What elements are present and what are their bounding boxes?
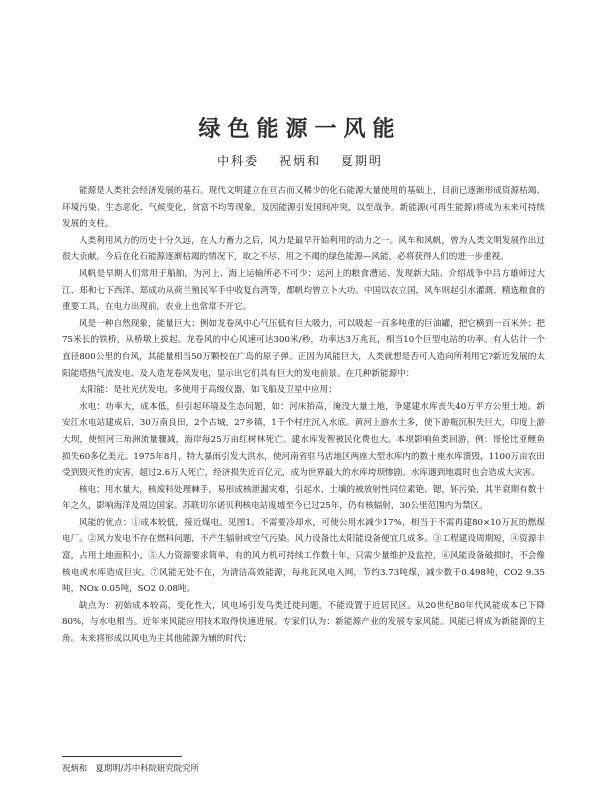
paragraph: 风是一种自然现象，能量巨大；例如龙卷风中心气压低有巨大吸力，可以吸起一百多吨重的巨油罐，把它横到一百米外；把75米长的铁桥，从桥墩上拔起。龙卷风的中心风速可达300米/秒，功率达3万兆瓦，相当10个巨型电站的功率。有人估计一个直径800公里的台风，其能量相当50万颗校在广岛的原子弹。正因为风能巨大，人类就想是否可人造向所利用它?新近发展的太阳能塔热气流发电、及人造龙卷风发电，显示出它们具有巨大的发电前景。在几种新能源中：: [62, 318, 545, 379]
author-line: [0, 152, 600, 169]
footnote-divider: [62, 756, 182, 757]
author-name: 中科委: [217, 154, 260, 168]
paragraph: 能源是人类社会经济发展的基石。现代文明建立在亘古而又稀少的化石能源大量使用的基础上，目前已逐渐形成资源枯竭、环境污染、生态恶化、气候变化，贫富不均等现象，及因能源引发国间冲突，以至战争。新能源(可再生能源)将成为未来可持续发展的支柱。: [62, 186, 545, 230]
author-name: 祝炳和: [278, 154, 321, 168]
article-title: 绿色能源一风能: [198, 116, 402, 142]
paragraph: 风帆是早期人们常用于船舶，为河上、海上运输所必不可少；运河上的粮食漕运、发现新大陆、介绍战争中吕方雄师过大江、郑和七下西洋、郑成功从荷兰殖民军手中收复台湾等，都帆均曾立卜大功。中国以农立国，风车则起引水灌溉、精选粮食的重要工具，在电力出现前，农业上也常常不开它。: [62, 268, 545, 313]
paragraph: 核电：用水量大，核废料处理棘手，易形成核泄漏灾难，引起水、土壤的被放射性同位素铯、锶，钚污染，其半衰期有数十年之久，影响海洋及周边国家。苏联切尔诺贝利核电站废墟至今已过25年，仍有核辐射，30公里范围内为禁区。: [62, 484, 545, 512]
article-body: [62, 183, 545, 648]
paragraph: 人类利用风力的历史十分久远，在人力畜力之后，风力是最早开始利用的动力之一。风车和风帆，曾为人类文明发展作出过很大贡献。今后在化石能源逐渐枯竭的情况下，取之不尽、用之不竭的绿色能源—风能，必将获得人们的进一步重视。: [62, 235, 545, 263]
paragraph: 缺点为：初始成本较高，变化性大，风电场引发鸟类迁徙问题，不能设置于近居民区。从20世纪80年代风能成本已下降80%，与水电相当。近年来风能应用技术取得快速进展。专家们认为：新能源产业的发展专家风能。风能已将成为新能源的主角。未来将形成以风电为主其他能源为辅的时代；: [62, 600, 545, 645]
paragraph: 风能的优点：①成本较低，接近煤电。见图1。不需要冷却水，可使公用水减少17%，相当于不需再建80×10万瓦的燃煤电厂。②风力发电不存在燃料问题，不产生辐射或空气污染。风力设备比太阳能设备便宜几成多。③工程建设周期短，④资源丰富，占用土地面积小，⑤人力资源要求简单，有的风力机可持续工作数十年，只需少量维护及监控，⑥风能设备破损时，不会像核电或水库造成巨灾。⑦风能无处不在，为清洁高效能源，每兆瓦风电入网，节约3.73吨煤，减少数千0.498吨，CO2 9.35吨，NOx 0.05吨，SO2 0.08吨。: [62, 517, 545, 595]
author-name: 夏期明: [340, 154, 383, 168]
paragraph: 太阳能：是社光伏发电，多使用于高级仪器，如飞船及卫星中应用；: [79, 385, 337, 396]
author-affiliation-footnote: 祝炳和 夏期明/苏中科院研究院究所: [62, 763, 199, 773]
paragraph: 水电：功率大，成本低，但引起环境及生态问题，如：河床抬高，淹没大量土地，争建建水库丧失40万平方公里土地。新安江水电站建成后，30万南良田，2个古城，27乡镇，1千个村庄沉入水底。黄河上游水土多，使下游瓶沉积失巨大，印度上游大坝，使恒河三角洲流量骤减，海岸每25万亩红树林死亡。建水库发智被民化费也大。本坝影响鱼类回游，例：哥伦比亚鲤鱼损失60多亿美元。1975年8月，特大暴雨引发大洪水，使河南省驻马店地区两座大型水库内的数十座水库溃毁，1100万亩农田受到毁灭性的灾害，超过2.6万人死亡，经济损失近百亿元，成为世界最大的水库垮坝惨剧。水库遇到地震时也会造成大灾害。: [62, 401, 545, 479]
